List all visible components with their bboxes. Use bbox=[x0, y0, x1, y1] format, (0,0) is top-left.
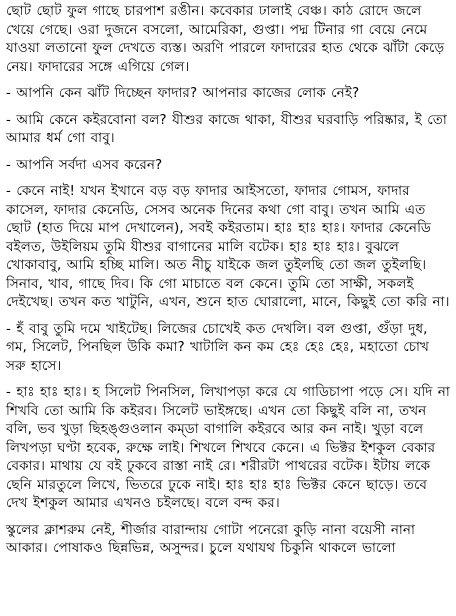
dialogue-line: - হঁ বাবু তুমি দমে খাইটেছ। লিজের চোখেই কত দেখলি। বল গুপ্তা, গুঁড়া দুধ, গম, সিলেট, পিনছিল উকি কমা? খাটালি কন কম হেঃ হেঃ হেঃ, মহাতো চোখ সরু হাসে। bbox=[6, 320, 429, 374]
narrative-paragraph: ছোট ছোট ফুল গাছে চারপাশ রঙীন। কবেকার ঢালাই বেঞ্চ। কাঠ রোদে জলে খেয়ে গেছে। ওরা দুজনে বসলো, আমেরিকা, গুপ্তা। পদ্ম টিনার গা বেয়ে নেমে যাওয়া লতানো ফুল দেখতে ব্যস্ত। অরণি পারলে ফাদারের হাত থেকে ঝাঁটা কেড়ে নেয়। ফাদারের সঙ্গে এগিয়ে গেল। bbox=[6, 3, 445, 75]
narrative-paragraph: স্কুলের ক্লাশরুম নেই, শীর্জার বারান্দায় গোটা পনেরো কুড়ি নানা বয়েসী নানা আকার। পোষাকও ছিন্নভিন্ন, অসুন্দর। চুলে যথাযথ চিকুনি থাকলে ভালো bbox=[6, 521, 415, 556]
dialogue-line: - আমি কেনে কইরবোনা বল? যীশুর কাজে থাকা, যীশুর ঘরবাড়ি পরিষ্কার, ই তো আমার ধর্ম গো বাবু। bbox=[6, 111, 447, 146]
dialogue-line: - হাঃ হাঃ হাঃ। হ সিলেট পিনসিল, লিখাপড়া করে যে গাডিচাপা পড়ে সে। যদি না শিখবি তো আমি কি কইরব। সিলেট ভাইঙ্গছে। এখন তো কিছুই বলি না, তখন বলি, ভব খুড়া ছিহঙ্গুওলান কম্ডা বাগালি কইরবে আর কন নাই। খুড়া বলে লিখপড়া ঘণ্টা হবেক, রুক্ষে লাই। শিখলে শিখবে কেনে। এ ভিক্টর ইশকুল বেকার বেকার। মাথায় যে বই ঢুকবে রাস্তা নাই রে। শরীরটা পাথরের বটেক। ইটায় লকে ছেনি মারতুলে লিখে, ভিতরে ঢুকে নাই। হাঃ হাঃ হাঃ ভিক্টর কেনে ছাড়ে। তবে দেখ ইশকুল আমার এখনও চইলছে। বলে বন্দ কর। bbox=[6, 384, 450, 511]
dialogue-line: - আপনি সর্বদা এসব করেন? bbox=[6, 156, 163, 173]
dialogue-line: - কেনে নাই! যখন ইখানে বড় বড় ফাদার আইসতো, ফাদার গোমস, ফাদার কাসেল, ফাদার কেনেডি, সেসব অনেক দিনের কথা গো বাবু। তখন আমি এত ছোট (হাত দিয়ে মাপ দেখালেন), সবই কইরতাম। হাঃ হাঃ হাঃ। ফাদার কেনেডি বইলত, উইলিয়ম তুমি যীশুর বাগানের মালি বটেক। হাঃ হাঃ হাঃ। বুঝলে খোকাবাবু, আমি হচ্ছি মালি। অত নীচু যাইকে জল তুইলছি তো জল তুইলছি। সিনাব, খাব, গাছে দিব। কি গো মাচাতে বল কেনে। তুমি তো সাক্ষী, সকলই দেইখেছ। তখন কত খাটুনি, এখন, শুনে হাত ঘোরালো, মানে, কিছুই তো করি না। bbox=[6, 183, 450, 310]
dialogue-line: - আপনি কেন ঝাঁট দিচ্ছেন ফাদার? আপনার কাজের লোক নেই? bbox=[6, 85, 360, 101]
